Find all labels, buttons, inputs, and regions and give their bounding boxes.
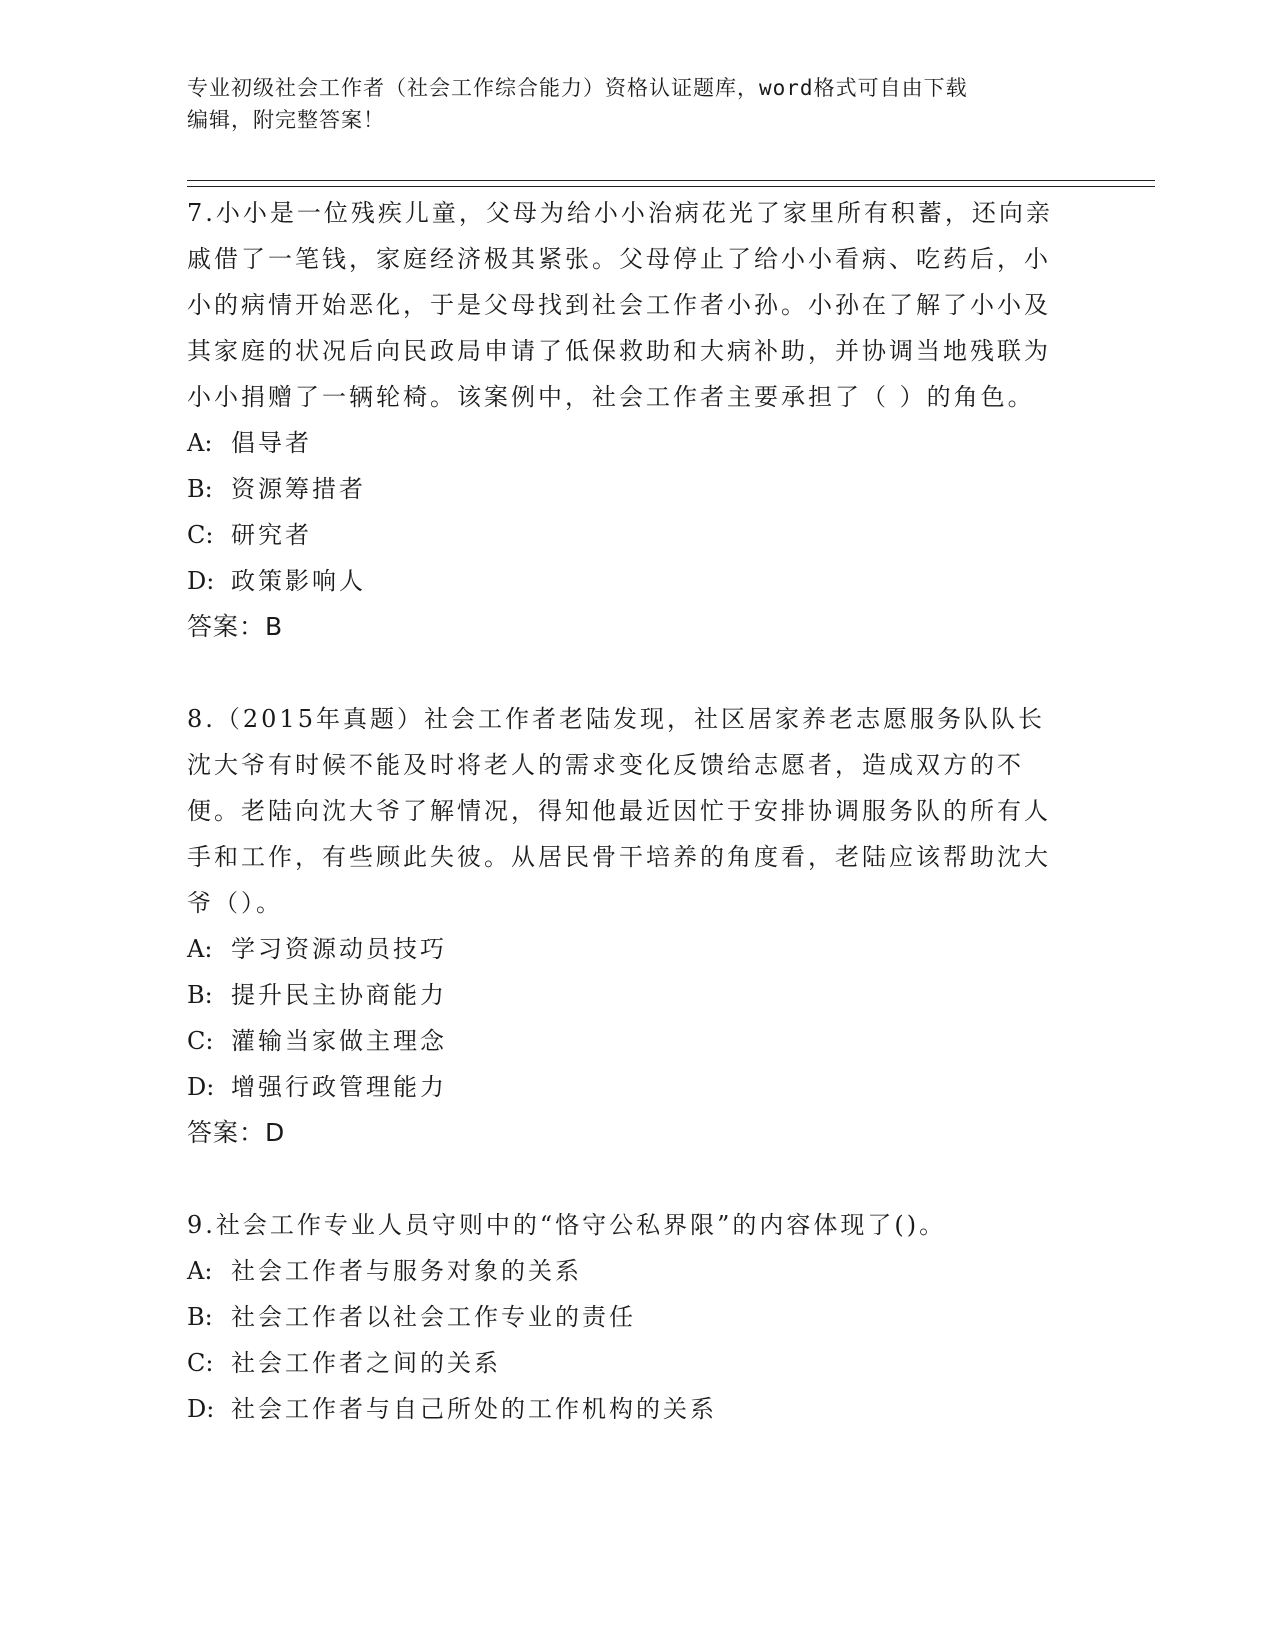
header-line-2: 编辑，附完整答案！: [187, 108, 385, 132]
question-spacer: [187, 1156, 1067, 1202]
option-text: 政策影响人: [231, 567, 366, 595]
header-divider-top: [187, 180, 1155, 181]
question-7: [187, 190, 1067, 650]
option-c: [187, 1340, 1067, 1386]
option-letter: D:: [187, 1395, 215, 1423]
option-text: 提升民主协商能力: [231, 981, 447, 1009]
question-stem: 9.社会工作专业人员守则中的“恪守公私界限”的内容体现了()。: [187, 1211, 947, 1239]
header-divider-bottom: [187, 186, 1155, 187]
option-text: 增强行政管理能力: [231, 1073, 447, 1101]
answer-line: 答案：B: [187, 612, 284, 641]
question-8: [187, 696, 1067, 1156]
option-b: [187, 1294, 1067, 1340]
option-d: [187, 1064, 1067, 1110]
option-a: [187, 420, 1067, 466]
header-line-1: 专业初级社会工作者（社会工作综合能力）资格认证题库，word格式可自由下载: [187, 76, 968, 100]
option-c: [187, 512, 1067, 558]
option-text: 社会工作者以社会工作专业的责任: [231, 1303, 636, 1331]
option-text: 社会工作者与自己所处的工作机构的关系: [231, 1395, 717, 1423]
option-letter: A:: [187, 1257, 213, 1285]
question-list: [187, 190, 1067, 1432]
option-text: 灌输当家做主理念: [231, 1027, 447, 1055]
option-text: 学习资源动员技巧: [231, 935, 447, 963]
option-letter: D:: [187, 567, 215, 595]
option-letter: A:: [187, 429, 213, 457]
option-letter: C:: [187, 1027, 214, 1055]
option-text: 研究者: [231, 521, 312, 549]
option-c: [187, 1018, 1067, 1064]
option-letter: A:: [187, 935, 213, 963]
option-letter: B:: [187, 981, 213, 1009]
option-letter: B:: [187, 1303, 213, 1331]
question-9: [187, 1202, 1067, 1432]
question-stem: 8.（2015年真题）社会工作者老陆发现，社区居家养老志愿服务队队长沈大爷有时候不能及时将老人的需求变化反馈给志愿者，造成双方的不便。老陆向沈大爷了解情况，得知他最近因忙于安排协调服务队的所有人手和工作，有些顾此失彼。从居民骨干培养的角度看，老陆应该帮助沈大爷（）。: [187, 705, 1051, 917]
option-text: 倡导者: [231, 429, 312, 457]
option-text: 社会工作者与服务对象的关系: [231, 1257, 582, 1285]
question-stem: 7.小小是一位残疾儿童，父母为给小小治病花光了家里所有积蓄，还向亲戚借了一笔钱，家庭经济极其紧张。父母停止了给小小看病、吃药后，小小的病情开始恶化，于是父母找到社会工作者小孙。小孙在了解了小小及其家庭的状况后向民政局申请了低保救助和大病补助，并协调当地残联为小小捐赠了一辆轮椅。该案例中，社会工作者主要承担了（ ）的角色。: [187, 199, 1053, 411]
option-letter: C:: [187, 521, 214, 549]
option-text: 社会工作者之间的关系: [231, 1349, 501, 1377]
document-header: [187, 72, 1067, 136]
option-b: [187, 466, 1067, 512]
option-letter: B:: [187, 475, 213, 503]
option-b: [187, 972, 1067, 1018]
question-spacer: [187, 650, 1067, 696]
answer-line: 答案：D: [187, 1118, 286, 1147]
option-a: [187, 1248, 1067, 1294]
option-letter: C:: [187, 1349, 214, 1377]
option-a: [187, 926, 1067, 972]
option-letter: D:: [187, 1073, 215, 1101]
option-d: [187, 1386, 1067, 1432]
option-d: [187, 558, 1067, 604]
option-text: 资源筹措者: [231, 475, 366, 503]
